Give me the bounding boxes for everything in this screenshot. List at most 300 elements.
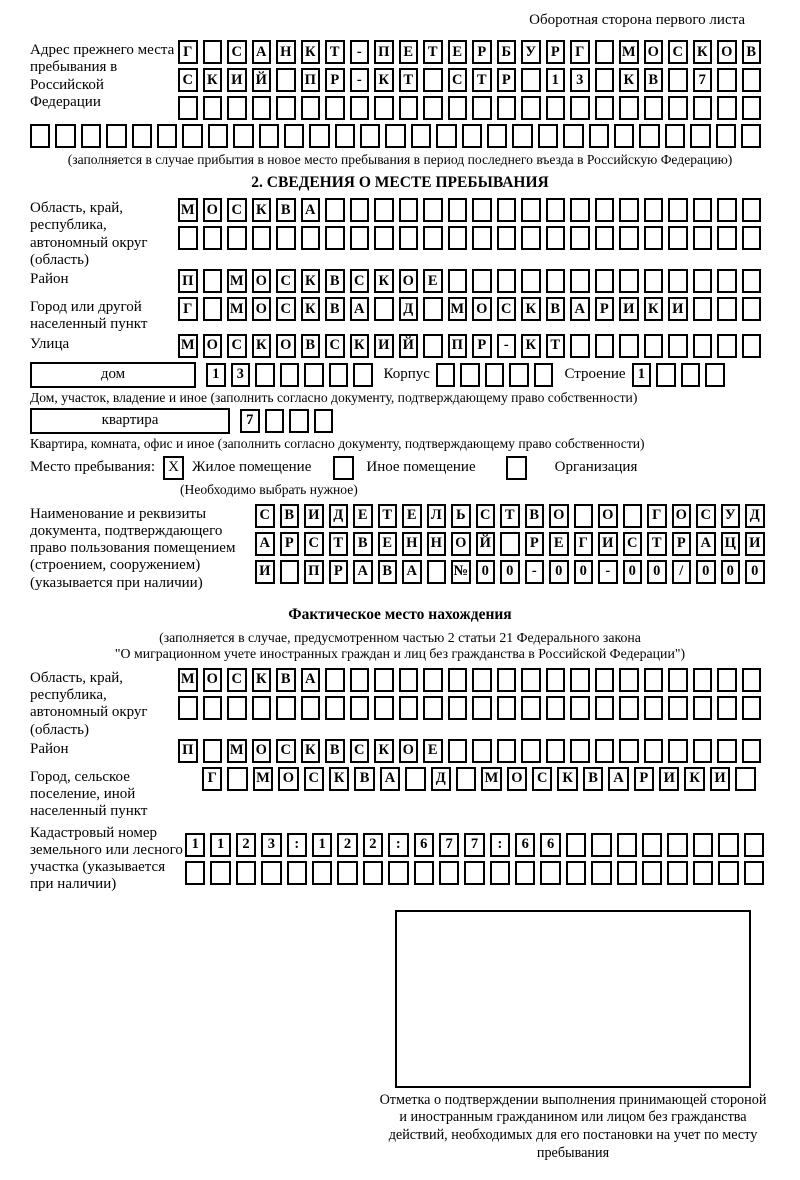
char-box[interactable]: В (644, 68, 664, 92)
char-box[interactable]: С (668, 40, 688, 64)
char-box[interactable]: О (399, 739, 419, 763)
char-box[interactable] (546, 198, 566, 222)
char-box[interactable]: О (278, 767, 298, 791)
char-box[interactable] (521, 269, 541, 293)
char-box[interactable]: О (276, 334, 296, 358)
char-box[interactable] (668, 198, 688, 222)
char-box[interactable] (353, 363, 373, 387)
char-box[interactable] (178, 96, 198, 120)
char-box[interactable]: А (696, 532, 716, 556)
char-box[interactable]: Е (402, 504, 422, 528)
char-box[interactable] (693, 198, 713, 222)
char-box[interactable] (718, 861, 738, 885)
char-box[interactable]: К (252, 334, 272, 358)
char-box[interactable] (374, 96, 394, 120)
char-box[interactable] (644, 96, 664, 120)
char-box[interactable]: С (276, 297, 296, 321)
char-box[interactable]: Т (546, 334, 566, 358)
char-box[interactable]: 0 (647, 560, 667, 584)
char-box[interactable] (472, 696, 492, 720)
char-box[interactable] (521, 226, 541, 250)
char-box[interactable]: С (696, 504, 716, 528)
char-box[interactable]: П (178, 269, 198, 293)
char-box[interactable] (546, 96, 566, 120)
char-box[interactable] (259, 124, 279, 148)
char-box[interactable]: М (178, 334, 198, 358)
stay-option-other-checkbox[interactable] (333, 456, 354, 480)
char-box[interactable]: 7 (439, 833, 459, 857)
char-box[interactable] (500, 532, 520, 556)
char-box[interactable]: С (227, 668, 247, 692)
char-box[interactable]: - (525, 560, 545, 584)
char-box[interactable] (668, 269, 688, 293)
char-box[interactable]: Р (472, 40, 492, 64)
char-box[interactable]: 6 (414, 833, 434, 857)
char-box[interactable]: В (325, 269, 345, 293)
char-box[interactable] (742, 68, 762, 92)
char-box[interactable]: О (717, 40, 737, 64)
char-box[interactable]: Т (325, 40, 345, 64)
char-box[interactable]: Н (276, 40, 296, 64)
char-box[interactable]: Т (500, 504, 520, 528)
char-box[interactable]: С (255, 504, 275, 528)
char-box[interactable]: Р (325, 68, 345, 92)
char-box[interactable]: О (507, 767, 527, 791)
char-box[interactable] (595, 96, 615, 120)
char-box[interactable] (644, 739, 664, 763)
char-box[interactable]: Е (353, 504, 373, 528)
char-box[interactable]: О (598, 504, 618, 528)
char-box[interactable]: - (350, 40, 370, 64)
char-box[interactable] (570, 334, 590, 358)
char-box[interactable]: А (380, 767, 400, 791)
char-box[interactable]: П (448, 334, 468, 358)
char-box[interactable]: М (178, 668, 198, 692)
char-box[interactable] (203, 40, 223, 64)
char-box[interactable] (309, 124, 329, 148)
char-box[interactable]: Р (497, 68, 517, 92)
char-box[interactable] (546, 696, 566, 720)
char-box[interactable] (350, 226, 370, 250)
char-box[interactable]: В (280, 504, 300, 528)
char-box[interactable]: И (668, 297, 688, 321)
char-box[interactable] (644, 269, 664, 293)
char-box[interactable] (570, 96, 590, 120)
char-box[interactable] (742, 668, 762, 692)
char-box[interactable] (717, 226, 737, 250)
char-box[interactable] (595, 68, 615, 92)
char-box[interactable] (55, 124, 75, 148)
char-box[interactable] (276, 68, 296, 92)
char-box[interactable]: О (472, 297, 492, 321)
char-box[interactable] (667, 861, 687, 885)
char-box[interactable]: И (374, 334, 394, 358)
char-box[interactable]: Й (476, 532, 496, 556)
char-box[interactable] (301, 696, 321, 720)
char-box[interactable]: К (252, 668, 272, 692)
char-box[interactable] (741, 124, 761, 148)
char-box[interactable]: 3 (231, 363, 251, 387)
char-box[interactable]: 0 (721, 560, 741, 584)
char-box[interactable]: В (378, 560, 398, 584)
char-box[interactable]: Б (497, 40, 517, 64)
char-box[interactable] (423, 96, 443, 120)
char-box[interactable] (595, 269, 615, 293)
char-box[interactable]: К (301, 40, 321, 64)
char-box[interactable] (335, 124, 355, 148)
char-box[interactable] (742, 696, 762, 720)
char-box[interactable] (252, 96, 272, 120)
char-box[interactable] (717, 739, 737, 763)
char-box[interactable] (717, 269, 737, 293)
char-box[interactable] (350, 96, 370, 120)
char-box[interactable] (182, 124, 202, 148)
char-box[interactable]: 0 (549, 560, 569, 584)
char-box[interactable]: Г (647, 504, 667, 528)
char-box[interactable] (448, 96, 468, 120)
char-box[interactable]: К (252, 198, 272, 222)
char-box[interactable] (570, 739, 590, 763)
char-box[interactable]: В (353, 532, 373, 556)
char-box[interactable]: П (374, 40, 394, 64)
char-box[interactable] (717, 297, 737, 321)
char-box[interactable] (405, 767, 425, 791)
char-box[interactable] (485, 363, 505, 387)
char-box[interactable]: 1 (632, 363, 652, 387)
char-box[interactable]: И (227, 68, 247, 92)
char-box[interactable] (742, 269, 762, 293)
char-box[interactable]: 7 (464, 833, 484, 857)
char-box[interactable] (619, 668, 639, 692)
char-box[interactable] (423, 668, 443, 692)
char-box[interactable]: 7 (240, 409, 260, 433)
char-box[interactable] (203, 297, 223, 321)
char-box[interactable]: Т (472, 68, 492, 92)
char-box[interactable]: Д (399, 297, 419, 321)
char-box[interactable] (374, 226, 394, 250)
char-box[interactable]: Д (431, 767, 451, 791)
char-box[interactable] (427, 560, 447, 584)
char-box[interactable]: Т (423, 40, 443, 64)
char-box[interactable] (521, 696, 541, 720)
char-box[interactable] (690, 124, 710, 148)
char-box[interactable]: 7 (693, 68, 713, 92)
char-box[interactable]: К (374, 269, 394, 293)
char-box[interactable] (399, 226, 419, 250)
char-box[interactable] (540, 861, 560, 885)
char-box[interactable]: Р (329, 560, 349, 584)
char-box[interactable] (227, 96, 247, 120)
char-box[interactable] (252, 696, 272, 720)
stay-option-organization-checkbox[interactable] (506, 456, 527, 480)
char-box[interactable] (566, 861, 586, 885)
char-box[interactable]: С (178, 68, 198, 92)
char-box[interactable]: 0 (745, 560, 765, 584)
char-box[interactable] (619, 226, 639, 250)
char-box[interactable] (456, 767, 476, 791)
char-box[interactable] (301, 96, 321, 120)
char-box[interactable] (178, 226, 198, 250)
char-box[interactable]: И (619, 297, 639, 321)
char-box[interactable] (595, 696, 615, 720)
char-box[interactable]: И (598, 532, 618, 556)
char-box[interactable]: / (672, 560, 692, 584)
char-box[interactable] (252, 226, 272, 250)
char-box[interactable] (255, 363, 275, 387)
char-box[interactable] (280, 560, 300, 584)
char-box[interactable] (735, 767, 755, 791)
char-box[interactable]: В (742, 40, 762, 64)
char-box[interactable] (595, 226, 615, 250)
char-box[interactable] (210, 861, 230, 885)
char-box[interactable] (619, 696, 639, 720)
char-box[interactable] (423, 226, 443, 250)
char-box[interactable] (439, 861, 459, 885)
char-box[interactable] (399, 198, 419, 222)
char-box[interactable] (314, 409, 334, 433)
char-box[interactable]: А (402, 560, 422, 584)
char-box[interactable] (717, 696, 737, 720)
char-box[interactable] (132, 124, 152, 148)
char-box[interactable] (563, 124, 583, 148)
char-box[interactable] (227, 767, 247, 791)
char-box[interactable] (448, 269, 468, 293)
char-box[interactable] (546, 668, 566, 692)
char-box[interactable] (644, 668, 664, 692)
char-box[interactable] (423, 198, 443, 222)
char-box[interactable] (656, 363, 676, 387)
char-box[interactable] (623, 504, 643, 528)
char-box[interactable]: А (301, 668, 321, 692)
char-box[interactable]: В (583, 767, 603, 791)
char-box[interactable]: С (276, 739, 296, 763)
char-box[interactable] (472, 198, 492, 222)
char-box[interactable] (280, 363, 300, 387)
char-box[interactable] (521, 96, 541, 120)
char-box[interactable]: К (203, 68, 223, 92)
char-box[interactable] (595, 334, 615, 358)
char-box[interactable]: Г (202, 767, 222, 791)
char-box[interactable] (668, 334, 688, 358)
char-box[interactable]: Е (423, 739, 443, 763)
char-box[interactable]: А (301, 198, 321, 222)
char-box[interactable] (570, 696, 590, 720)
char-box[interactable] (233, 124, 253, 148)
char-box[interactable] (423, 334, 443, 358)
char-box[interactable] (717, 334, 737, 358)
char-box[interactable] (325, 198, 345, 222)
char-box[interactable] (742, 297, 762, 321)
char-box[interactable]: Ц (721, 532, 741, 556)
char-box[interactable] (570, 269, 590, 293)
char-box[interactable] (178, 696, 198, 720)
char-box[interactable] (742, 198, 762, 222)
char-box[interactable]: П (178, 739, 198, 763)
char-box[interactable] (487, 124, 507, 148)
char-box[interactable] (693, 297, 713, 321)
char-box[interactable]: И (745, 532, 765, 556)
char-box[interactable]: С (227, 198, 247, 222)
char-box[interactable] (717, 198, 737, 222)
char-box[interactable] (497, 226, 517, 250)
char-box[interactable] (521, 198, 541, 222)
char-box[interactable]: Й (399, 334, 419, 358)
char-box[interactable]: : (490, 833, 510, 857)
char-box[interactable] (388, 861, 408, 885)
char-box[interactable] (30, 124, 50, 148)
char-box[interactable] (106, 124, 126, 148)
char-box[interactable] (304, 363, 324, 387)
char-box[interactable] (350, 668, 370, 692)
char-box[interactable] (325, 668, 345, 692)
char-box[interactable] (236, 861, 256, 885)
char-box[interactable] (289, 409, 309, 433)
char-box[interactable] (644, 696, 664, 720)
char-box[interactable] (617, 833, 637, 857)
char-box[interactable]: М (227, 297, 247, 321)
char-box[interactable] (566, 833, 586, 857)
char-box[interactable] (490, 861, 510, 885)
char-box[interactable] (497, 198, 517, 222)
char-box[interactable] (538, 124, 558, 148)
char-box[interactable]: Л (427, 504, 447, 528)
char-box[interactable]: Р (634, 767, 654, 791)
char-box[interactable]: Й (252, 68, 272, 92)
char-box[interactable]: К (521, 334, 541, 358)
char-box[interactable] (642, 833, 662, 857)
char-box[interactable] (667, 833, 687, 857)
char-box[interactable] (509, 363, 529, 387)
char-box[interactable]: О (203, 198, 223, 222)
char-box[interactable]: 2 (363, 833, 383, 857)
char-box[interactable]: И (304, 504, 324, 528)
char-box[interactable]: М (227, 739, 247, 763)
char-box[interactable] (472, 739, 492, 763)
char-box[interactable] (705, 363, 725, 387)
char-box[interactable]: А (353, 560, 373, 584)
char-box[interactable]: Е (378, 532, 398, 556)
char-box[interactable]: К (644, 297, 664, 321)
char-box[interactable]: О (644, 40, 664, 64)
char-box[interactable]: О (252, 269, 272, 293)
char-box[interactable] (693, 861, 713, 885)
char-box[interactable] (644, 334, 664, 358)
char-box[interactable] (436, 124, 456, 148)
char-box[interactable] (742, 739, 762, 763)
char-box[interactable] (472, 96, 492, 120)
char-box[interactable] (718, 833, 738, 857)
char-box[interactable] (472, 269, 492, 293)
char-box[interactable] (329, 363, 349, 387)
char-box[interactable] (497, 739, 517, 763)
char-box[interactable] (717, 96, 737, 120)
char-box[interactable] (644, 226, 664, 250)
char-box[interactable] (350, 198, 370, 222)
char-box[interactable]: У (521, 40, 541, 64)
char-box[interactable] (619, 198, 639, 222)
char-box[interactable]: К (329, 767, 349, 791)
char-box[interactable] (515, 861, 535, 885)
char-box[interactable]: Ь (451, 504, 471, 528)
char-box[interactable]: Е (399, 40, 419, 64)
char-box[interactable]: У (721, 504, 741, 528)
char-box[interactable]: С (476, 504, 496, 528)
char-box[interactable] (668, 226, 688, 250)
char-box[interactable] (276, 696, 296, 720)
char-box[interactable]: Н (402, 532, 422, 556)
char-box[interactable]: Т (399, 68, 419, 92)
char-box[interactable]: С (304, 767, 324, 791)
char-box[interactable] (619, 96, 639, 120)
char-box[interactable] (497, 96, 517, 120)
char-box[interactable] (716, 124, 736, 148)
char-box[interactable] (423, 68, 443, 92)
char-box[interactable] (448, 198, 468, 222)
char-box[interactable]: К (301, 269, 321, 293)
char-box[interactable]: Е (448, 40, 468, 64)
char-box[interactable]: Г (178, 40, 198, 64)
char-box[interactable]: 6 (540, 833, 560, 857)
char-box[interactable]: А (255, 532, 275, 556)
char-box[interactable]: С (350, 739, 370, 763)
char-box[interactable] (589, 124, 609, 148)
stay-option-residential-checkbox[interactable]: X (163, 456, 184, 480)
char-box[interactable]: 3 (261, 833, 281, 857)
char-box[interactable]: М (227, 269, 247, 293)
char-box[interactable]: - (350, 68, 370, 92)
char-box[interactable]: Т (378, 504, 398, 528)
char-box[interactable]: А (350, 297, 370, 321)
char-box[interactable]: Г (574, 532, 594, 556)
char-box[interactable] (363, 861, 383, 885)
char-box[interactable]: М (253, 767, 273, 791)
char-box[interactable] (595, 198, 615, 222)
char-box[interactable] (742, 96, 762, 120)
char-box[interactable]: В (354, 767, 374, 791)
char-box[interactable]: К (684, 767, 704, 791)
char-box[interactable]: Р (595, 297, 615, 321)
char-box[interactable] (497, 269, 517, 293)
char-box[interactable]: С (448, 68, 468, 92)
char-box[interactable]: О (252, 739, 272, 763)
char-box[interactable] (436, 363, 456, 387)
char-box[interactable] (276, 96, 296, 120)
char-box[interactable] (448, 739, 468, 763)
char-box[interactable] (574, 504, 594, 528)
char-box[interactable] (668, 668, 688, 692)
char-box[interactable]: И (710, 767, 730, 791)
char-box[interactable]: О (451, 532, 471, 556)
char-box[interactable] (301, 226, 321, 250)
char-box[interactable]: № (451, 560, 471, 584)
char-box[interactable]: С (276, 269, 296, 293)
char-box[interactable] (337, 861, 357, 885)
char-box[interactable] (693, 269, 713, 293)
char-box[interactable] (227, 226, 247, 250)
char-box[interactable] (287, 861, 307, 885)
char-box[interactable] (693, 226, 713, 250)
char-box[interactable]: В (546, 297, 566, 321)
char-box[interactable]: И (659, 767, 679, 791)
char-box[interactable] (521, 739, 541, 763)
char-box[interactable] (374, 668, 394, 692)
char-box[interactable]: 1 (312, 833, 332, 857)
char-box[interactable] (570, 668, 590, 692)
char-box[interactable] (744, 833, 764, 857)
char-box[interactable]: Г (570, 40, 590, 64)
char-box[interactable]: 1 (210, 833, 230, 857)
char-box[interactable]: П (304, 560, 324, 584)
